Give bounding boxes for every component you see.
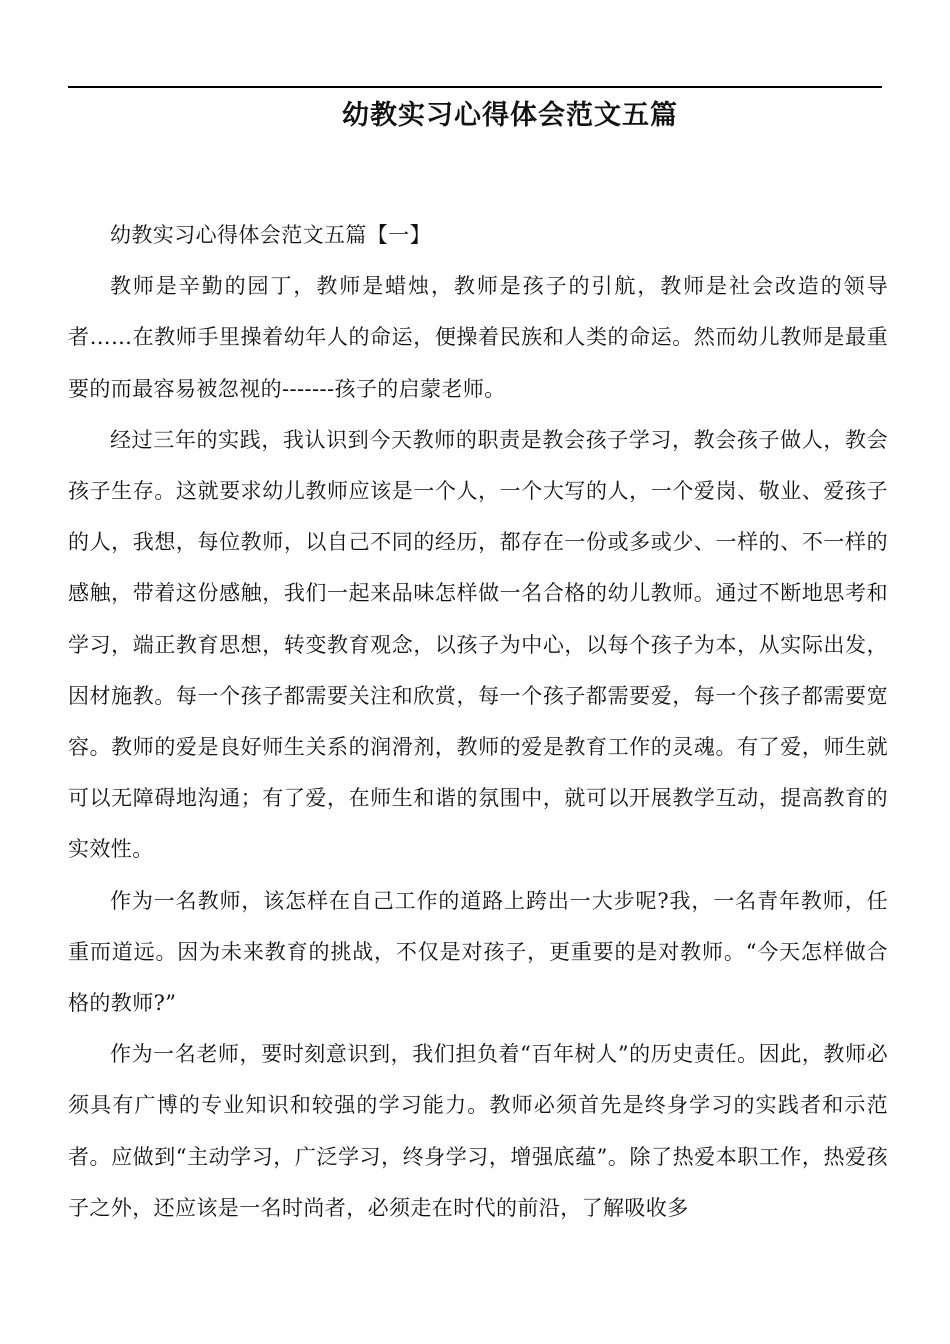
paragraph: 作为一名教师，该怎样在自己工作的道路上跨出一大步呢?我，一名青年教师，任重而道远。因为未来教育的挑战，不仅是对孩子，更重要的是对教师。“今天怎样做合格的教师?”: [68, 888, 888, 1016]
document-title: 幼教实习心得体会范文五篇: [342, 100, 678, 131]
section-heading: 幼教实习心得体会范文五篇【一】: [110, 223, 431, 247]
header-rule: [68, 86, 882, 88]
paragraph: 教师是辛勤的园丁，教师是蜡烛，教师是孩子的引航，教师是社会改造的领导者……在教师手里操着幼年人的命运，便操着民族和人类的命运。然而幼儿教师是最重要的而最容易被忽视的-------孩子的启蒙老师。: [68, 274, 888, 401]
document-body: [68, 210, 888, 1234]
paragraph: 经过三年的实践，我认识到今天教师的职责是教会孩子学习，教会孩子做人，教会孩子生存。这就要求幼儿教师应该是一个人，一个大写的人，一个爱岗、敬业、爱孩子的人，我想，每位教师，以自己不同的经历，都存在一份或多或少、一样的、不一样的感触，带着这份感触，我们一起来品味怎样做一名合格的幼儿教师。通过不断地思考和学习，端正教育思想，转变教育观念，以孩子为中心，以每个孩子为本，从实际出发，因材施教。每一个孩子都需要关注和欣赏，每一个孩子都需要爱，每一个孩子都需要宽容。教师的爱是良好师生关系的润滑剂，教师的爱是教育工作的灵魂。有了爱，师生就可以无障碍地沟通；有了爱，在师生和谐的氛围中，就可以开展教学互动，提高教育的实效性。: [68, 427, 888, 862]
paragraph: 作为一名老师，要时刻意识到，我们担负着“百年树人”的历史责任。因此，教师必须具有广博的专业知识和较强的学习能力。教师必须首先是终身学习的实践者和示范者。应做到“主动学习，广泛学习，终身学习，增强底蕴”。除了热爱本职工作，热爱孩子之外，还应该是一名时尚者，必须走在时代的前沿，了解吸收多: [68, 1042, 888, 1220]
